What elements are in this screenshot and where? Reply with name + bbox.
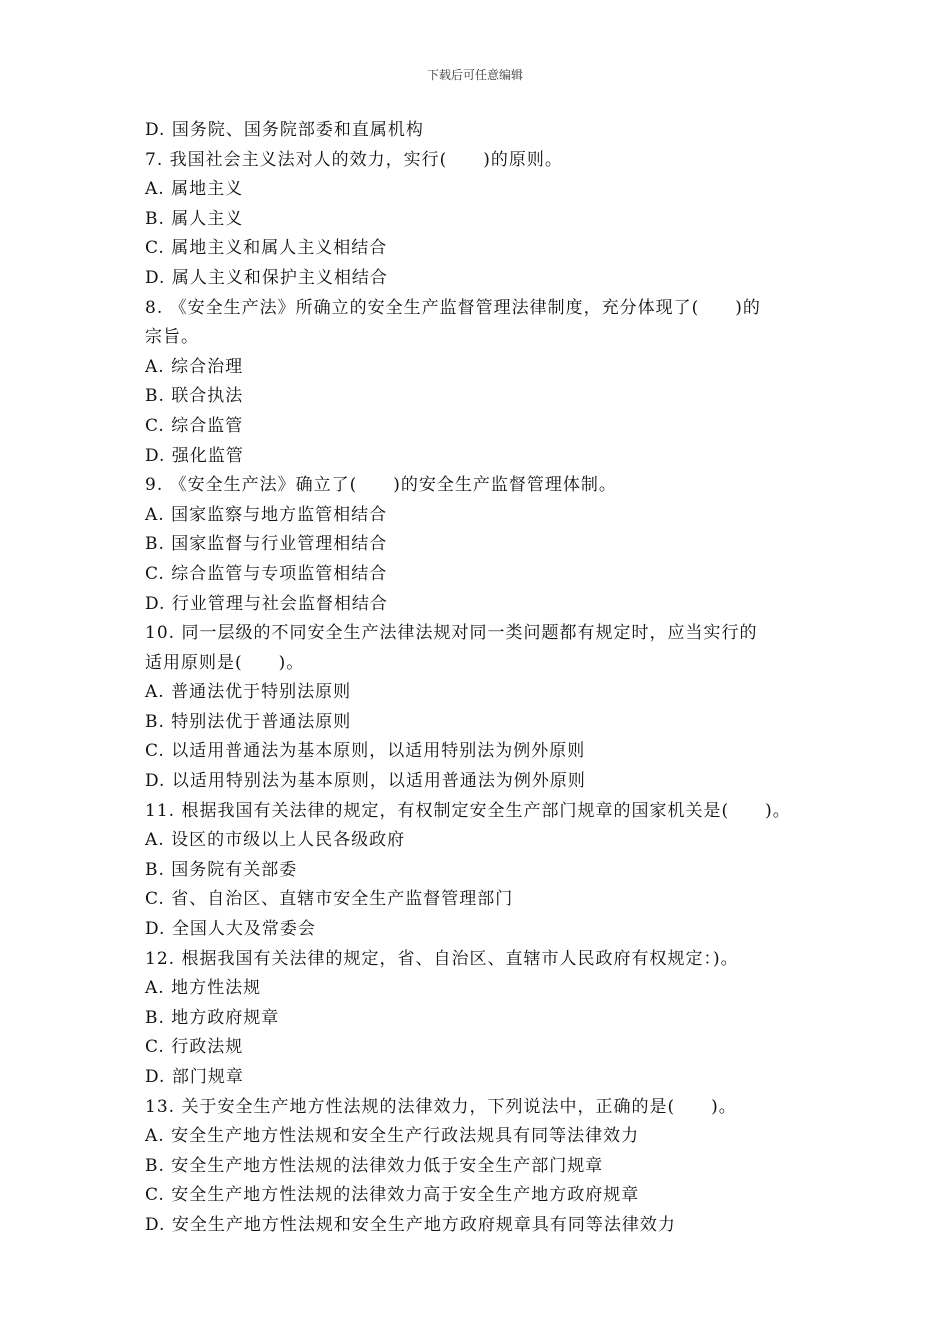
option-line: C. 属地主义和属人主义相结合 [145,238,388,259]
question-10: 10. 同一层级的不同安全生产法律法规对同一类问题都有规定时，应当实行的 [145,623,758,644]
option-line: A. 设区的市级以上人民各级政府 [145,830,406,851]
option-line: A. 综合治理 [145,356,244,377]
option-line: B. 国家监督与行业管理相结合 [145,534,388,555]
option-line: A. 国家监察与地方监管相结合 [145,504,388,525]
page-header: 下载后可任意编辑 [426,68,523,82]
option-line: A. 属地主义 [145,179,244,200]
option-line: D. 以适用特别法为基本原则，以适用普通法为例外原则 [145,771,586,792]
option-line: B. 联合执法 [145,386,244,407]
question-10-cont: 适用原则是( )。 [145,652,305,673]
option-line: C. 安全生产地方性法规的法律效力高于安全生产地方政府规章 [145,1185,640,1206]
option-line: C. 综合监管与专项监管相结合 [145,563,388,584]
option-line: C. 以适用普通法为基本原则，以适用特别法为例外原则 [145,741,586,762]
option-line: B. 属人主义 [145,208,244,229]
option-line: D. 行业管理与社会监督相结合 [145,593,388,614]
option-line: D. 属人主义和保护主义相结合 [145,267,388,288]
question-8: 8. 《安全生产法》所确立的安全生产监督管理法律制度，充分体现了( )的 [145,297,761,318]
option-line: D. 强化监管 [145,445,244,466]
question-11: 11. 根据我国有关法律的规定，有权制定安全生产部门规章的国家机关是( )。 [145,800,791,821]
document-body [145,116,825,1241]
option-line: B. 国务院有关部委 [145,859,298,880]
option-line: B. 安全生产地方性法规的法律效力低于安全生产部门规章 [145,1155,604,1176]
option-line: B. 特别法优于普通法原则 [145,711,352,732]
text-line: D. 国务院、国务院部委和直属机构 [145,120,424,140]
question-13: 13. 关于安全生产地方性法规的法律效力，下列说法中，正确的是( )。 [145,1096,737,1117]
option-line: A. 普通法优于特别法原则 [145,682,352,703]
option-line: D. 安全生产地方性法规和安全生产地方政府规章具有同等法律效力 [145,1214,676,1235]
question-12: 12. 根据我国有关法律的规定，省、自治区、直辖市人民政府有权规定：)。 [145,948,739,969]
option-line: C. 综合监管 [145,415,244,436]
option-line: C. 行政法规 [145,1037,244,1058]
option-line: A. 地方性法规 [145,978,262,999]
option-line: C. 省、自治区、直辖市安全生产监督管理部门 [145,889,514,910]
question-9: 9. 《安全生产法》确立了( )的安全生产监督管理体制。 [145,475,617,496]
option-line: D. 部门规章 [145,1067,244,1087]
option-line: B. 地方政府规章 [145,1007,280,1028]
option-line: A. 安全生产地方性法规和安全生产行政法规具有同等法律效力 [145,1126,640,1147]
option-line: D. 全国人大及常委会 [145,919,316,940]
question-8-cont: 宗旨。 [145,327,199,348]
question-7: 7. 我国社会主义法对人的效力，实行( )的原则。 [145,149,563,170]
